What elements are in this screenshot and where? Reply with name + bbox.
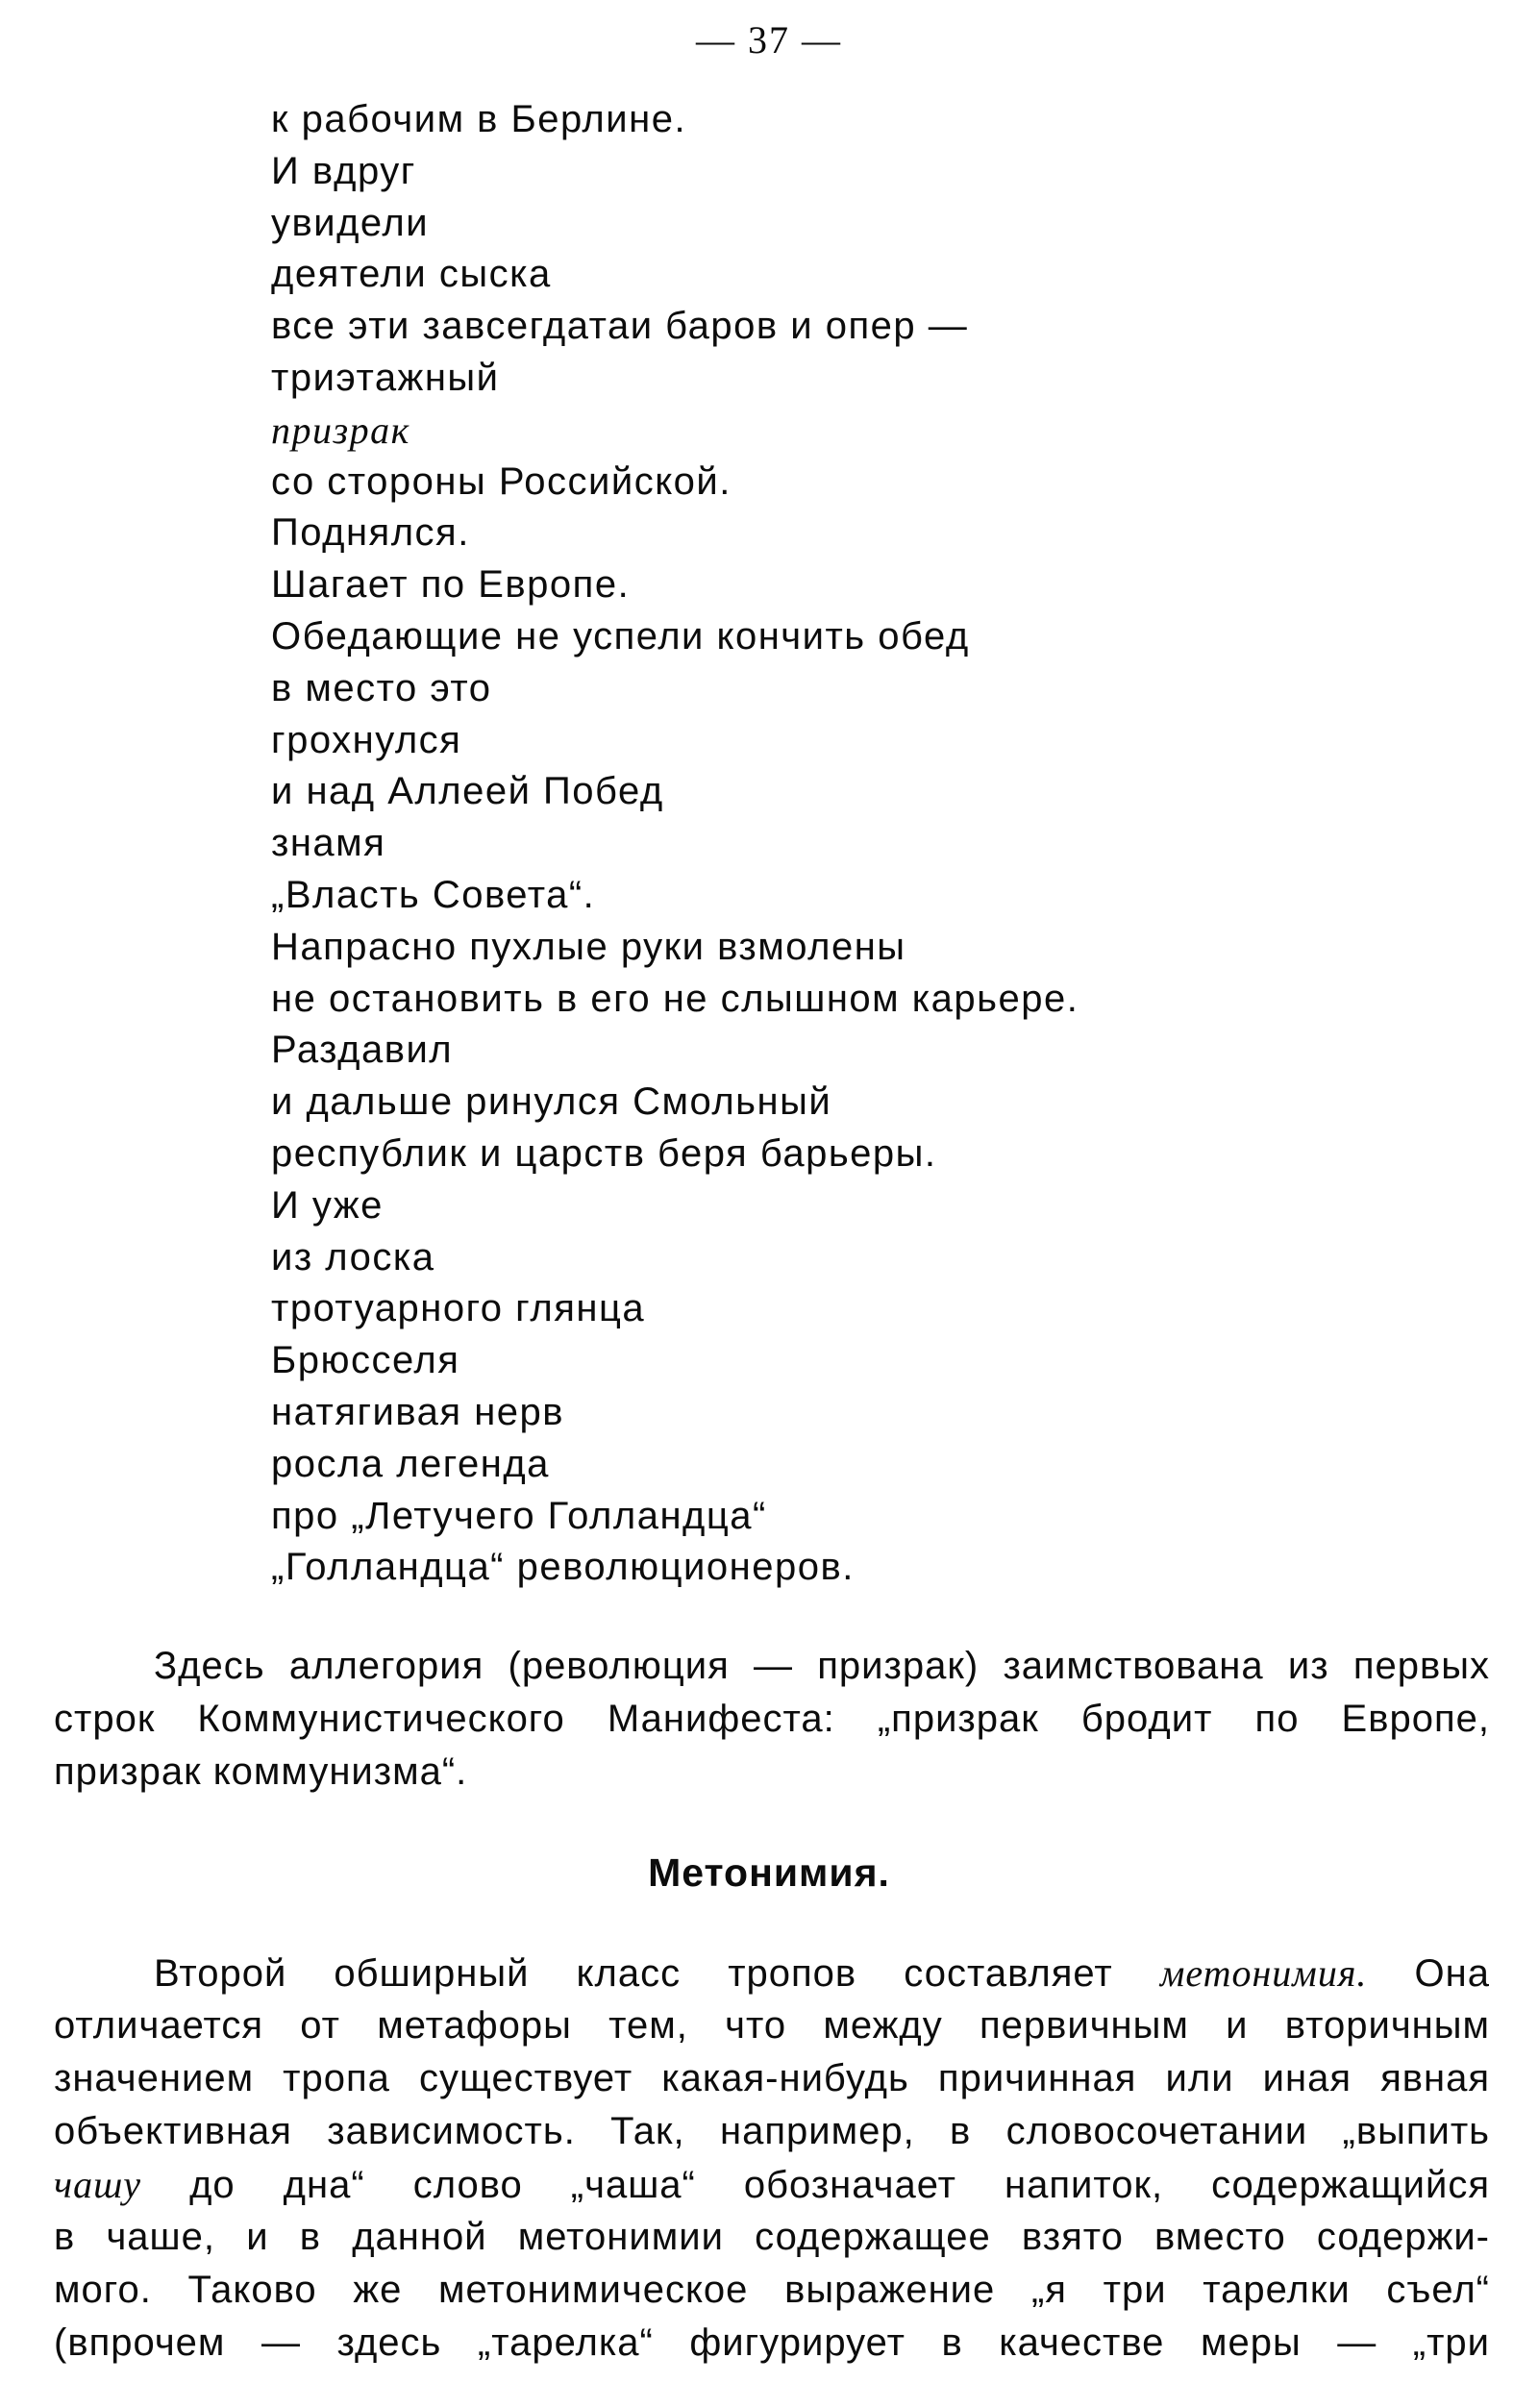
- poem-line: И вдруг: [271, 149, 416, 192]
- paragraph-line: [54, 2158, 1490, 2211]
- poem-line: тротуарного глянца: [271, 1287, 646, 1330]
- paragraph-line: строк Коммунистического Манифеста: „призрак бродит по Европе,: [54, 1698, 1490, 1740]
- paragraph-line: объективная зависимость. Так, например, в словосочетании „выпить: [54, 2110, 1490, 2152]
- paragraph-line: отличается от метафоры тем, что между первичным и вторичным: [54, 2004, 1490, 2047]
- poem-line-italic: призрак: [271, 408, 410, 452]
- poem-line: и над Аллеей Побед: [271, 770, 664, 813]
- poem-line: не остановить в его не слышном карьере.: [271, 977, 1079, 1020]
- poem-line: триэтажный: [271, 356, 500, 399]
- text-run: Второй обширный класс тропов составляет: [154, 1952, 1113, 1995]
- poem-line: знамя: [271, 822, 386, 865]
- poem-line: и дальше ринулся Смольный: [271, 1080, 832, 1124]
- text-run: Она: [1414, 1952, 1490, 1995]
- text-run: до дна“ слово „чаша“ обозначает напиток, содержащийся: [189, 2164, 1490, 2206]
- poem-line: увидели: [271, 201, 430, 244]
- poem-line: к рабочим в Берлине.: [271, 98, 687, 140]
- poem-line: в место это: [271, 666, 492, 709]
- poem-line: грохнулся: [271, 718, 462, 761]
- poem-line: „Власть Совета“.: [271, 873, 596, 916]
- poem-line: деятели сыска: [271, 253, 552, 296]
- poem-line: натягивая нерв: [271, 1390, 565, 1433]
- metonymy-paragraph: [54, 1947, 1490, 2370]
- poem-line: со стороны Российской.: [271, 459, 732, 503]
- poem-block: [271, 94, 1079, 1594]
- commentary-paragraph: [54, 1640, 1490, 1799]
- paragraph-line: Здесь аллегория (революция — призрак) заимствована из первых: [154, 1645, 1490, 1687]
- poem-line: росла легенда: [271, 1442, 550, 1485]
- poem-line: Обедающие не успели кончить обед: [271, 614, 970, 658]
- poem-line: Напрасно пухлые руки взмолены: [271, 925, 906, 968]
- italic-term: чашу: [54, 2163, 142, 2206]
- paragraph-line: мого. Таково же метонимическое выражение „я три тарелки съел“: [54, 2269, 1490, 2311]
- poem-line: „Голландца“ революционеров.: [271, 1546, 855, 1589]
- poem-line: из лоска: [271, 1235, 435, 1278]
- section-heading: Метонимия.: [648, 1850, 890, 1895]
- paragraph-line: призрак коммунизма“.: [54, 1750, 468, 1793]
- poem-line: Раздавил: [271, 1029, 454, 1072]
- poem-line: республик и царств беря барьеры.: [271, 1131, 937, 1175]
- italic-term: метонимия.: [1159, 1951, 1368, 1995]
- paragraph-line: [54, 1947, 1490, 1999]
- poem-line: Поднялся.: [271, 511, 470, 555]
- poem-line: про „Летучего Голландца“: [271, 1494, 767, 1537]
- poem-line: Шагает по Европе.: [271, 563, 631, 607]
- paragraph-line: (впрочем — здесь „тарелка“ фигурирует в качестве меры — „три: [54, 2321, 1490, 2364]
- paragraph-line: значением тропа существует какая-нибудь причинная или иная явная: [54, 2057, 1490, 2099]
- paragraph-line: в чаше, и в данной метонимии содержащее взято вместо содержи-: [54, 2216, 1490, 2258]
- poem-line: Брюсселя: [271, 1339, 460, 1382]
- poem-line: все эти завсегдатаи баров и опер —: [271, 305, 969, 348]
- page-number: — 37 —: [696, 18, 842, 62]
- poem-line: И уже: [271, 1183, 384, 1227]
